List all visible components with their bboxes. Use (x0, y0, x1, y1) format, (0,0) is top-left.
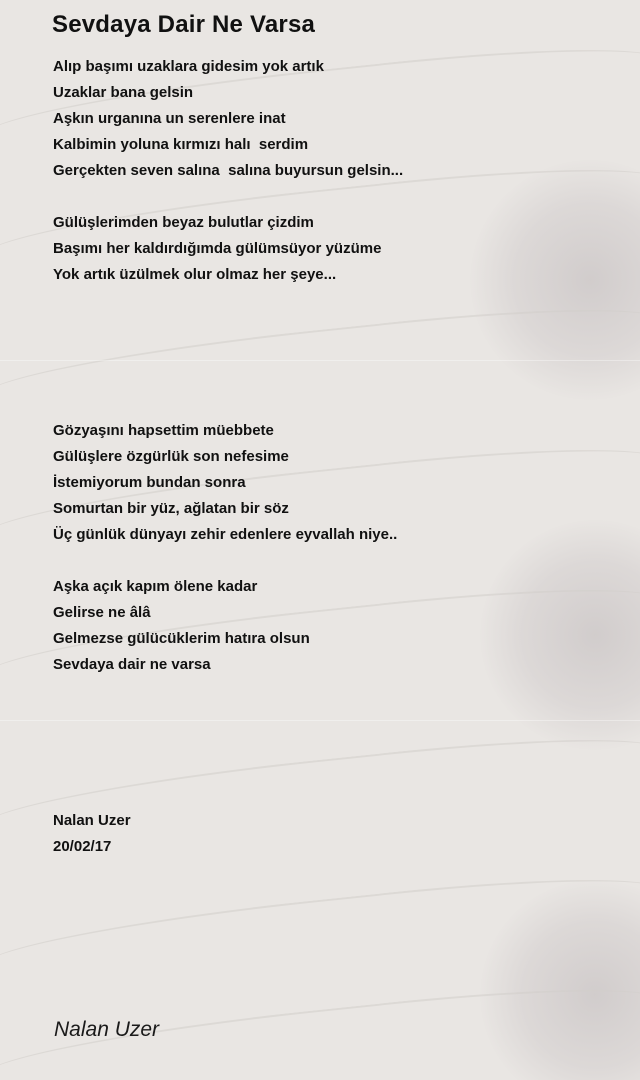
signature-name: Nalan Uzer (53, 812, 131, 829)
poem-line: Gelirse ne âlâ (53, 604, 151, 621)
poem-title: Sevdaya Dair Ne Varsa (52, 11, 316, 38)
signature-date: 20/02/17 (53, 838, 112, 855)
poem-line: Başımı her kaldırdığımda gülümsüyor yüzüme (53, 240, 382, 257)
stanza-4 (53, 574, 403, 678)
poem-line: İstemiyorum bundan sonra (53, 474, 246, 491)
poem-line: Gözyaşını hapsettim müebbete (53, 422, 274, 439)
stanza-1 (53, 54, 403, 184)
poem-line: Somurtan bir yüz, ağlatan bir söz (53, 500, 289, 517)
poem-body (53, 54, 403, 860)
stanza-2 (53, 210, 403, 288)
poem-line: Alıp başımı uzaklara gidesim yok artık (53, 58, 324, 75)
poem-line: Kalbimin yoluna kırmızı halı serdim (53, 136, 309, 153)
poem-line: Gerçekten seven salına salına buyursun gelsin... (53, 162, 404, 179)
poem-line: Sevdaya dair ne varsa (53, 656, 211, 673)
poem-line: Gülüşlerimden beyaz bulutlar çizdim (53, 214, 314, 231)
poem-line: Yok artık üzülmek olur olmaz her şeye... (53, 266, 337, 283)
poem-line: Uzaklar bana gelsin (53, 84, 194, 101)
poem-line: Aşka açık kapım ölene kadar (53, 578, 258, 595)
poem-line: Aşkın urganına un serenlere inat (53, 110, 286, 127)
signature-block (53, 808, 403, 860)
poem-line: Gelmezse gülücüklerim hatıra olsun (53, 630, 310, 647)
poem-line: Gülüşlere özgürlük son nefesime (53, 448, 289, 465)
footer-author: Nalan Uzer (54, 1018, 160, 1041)
stanza-3 (53, 418, 403, 548)
poem-line: Üç günlük dünyayı zehir edenlere eyvallah niye.. (53, 526, 398, 543)
